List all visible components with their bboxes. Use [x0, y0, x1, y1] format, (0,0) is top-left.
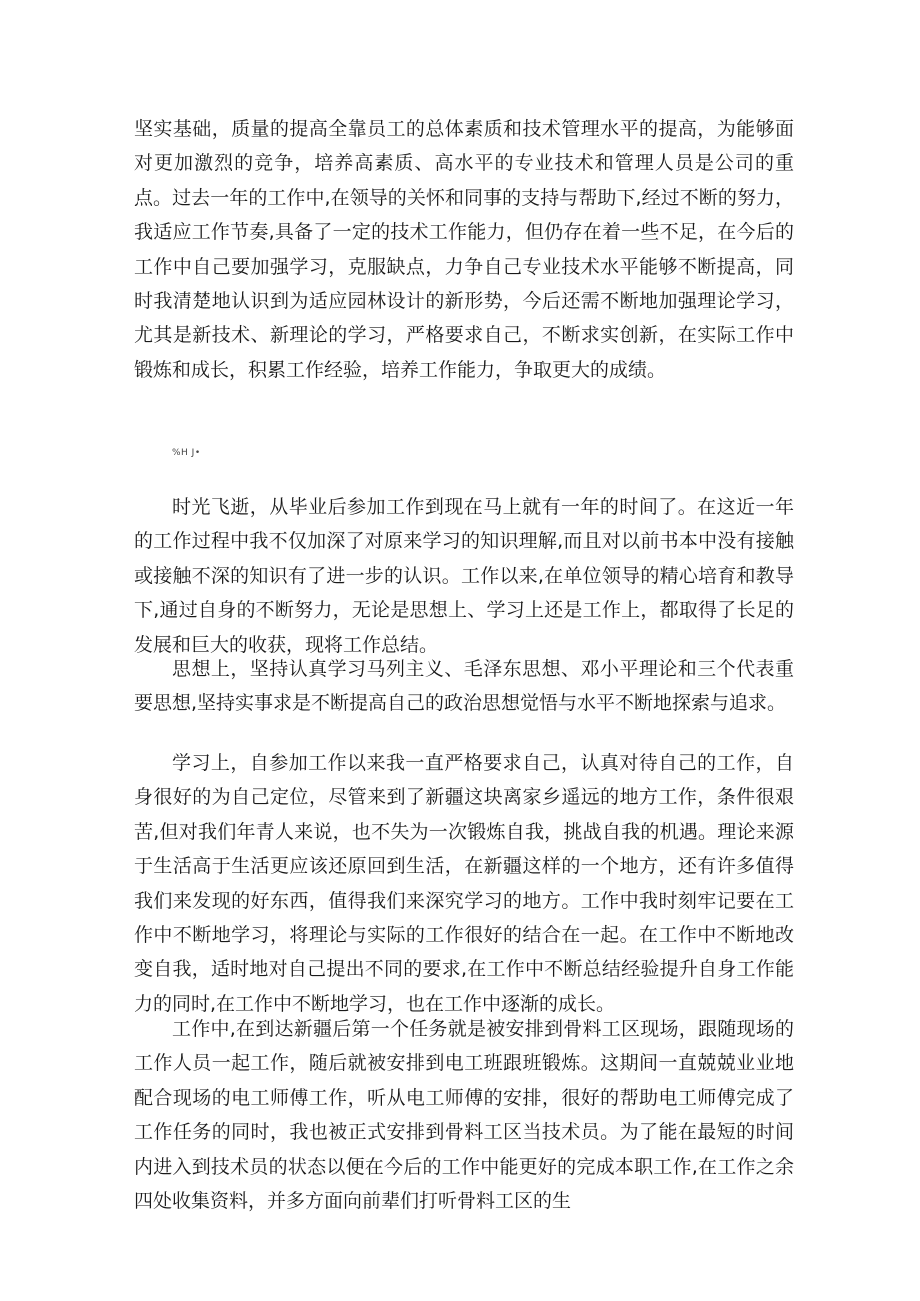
paragraph-intro: 时光飞逝，从毕业后参加工作到现在马上就有一年的时间了。在这近一年的工作过程中我不仅加深了对原来学习的知识理解,而且对以前书本中没有接触或接触不深的知识有了进一步的认识。工作以来,在单位领导的精心培育和教导下,通过自身的不断努力，无论是思想上、学习上还是工作上，都取得了长足的发展和巨大的收获，现将工作总结。 [134, 496, 794, 656]
stray-mark-text: %H J• [172, 448, 201, 458]
paragraph-work: 工作中,在到达新疆后第一个任务就是被安排到骨料工区现场，跟随现场的工作人员一起工作，随后就被安排到电工班跟班锻炼。这期间一直兢兢业业地配合现场的电工师傅工作，听从电工师傅的安排，很好的帮助电工师傅完成了工作任务的同时，我也被正式安排到骨料工区当技术员。为了能在最短的时间内进入到技术员的状态以便在今后的工作中能更好的完成本职工作,在工作之余四处收集资料，并多方面向前辈们打听骨料工区的生 [134, 1018, 794, 1213]
paragraph-study: 学习上，自参加工作以来我一直严格要求自己，认真对待自己的工作，自身很好的为自己定位，尽管来到了新疆这块离家乡遥远的地方工作，条件很艰苦,但对我们年青人来说，也不失为一次锻炼自我，挑战自我的机遇。理论来源于生活高于生活更应该还原回到生活，在新疆这样的一个地方，还有许多值得我们来发现的好东西，值得我们来深究学习的地方。工作中我时刻牢记要在工作中不断地学习，将理论与实际的工作很好的结合在一起。在工作中不断地改变自我，适时地对自己提出不同的要求,在工作中不断总结经验提升自身工作能力的同时,在工作中不断地学习，也在工作中逐渐的成长。 [134, 752, 794, 1015]
paragraph-thought: 思想上，坚持认真学习马列主义、毛泽东思想、邓小平理论和三个代表重要思想,坚持实事求是不断提高自己的政治思想觉悟与水平不断地探索与追求。 [134, 658, 794, 715]
paragraph-continued-summary: 坚实基础，质量的提高全靠员工的总体素质和技术管理水平的提高，为能够面对更加激烈的竞争，培养高素质、高水平的专业技术和管理人员是公司的重点。过去一年的工作中,在领导的关怀和同事的支持与帮助下,经过不断的努力，我适应工作节奏,具备了一定的技术工作能力，但仍存在着一些不足，在今后的工作中自己要加强学习，克服缺点，力争自己专业技术水平能够不断提高，同时我清楚地认识到为适应园林设计的新形势，今后还需不断地加强理论学习，尤其是新技术、新理论的学习，严格要求自己，不断求实创新，在实际工作中锻炼和成长，积累工作经验，培养工作能力，争取更大的成绩。 [134, 118, 794, 381]
